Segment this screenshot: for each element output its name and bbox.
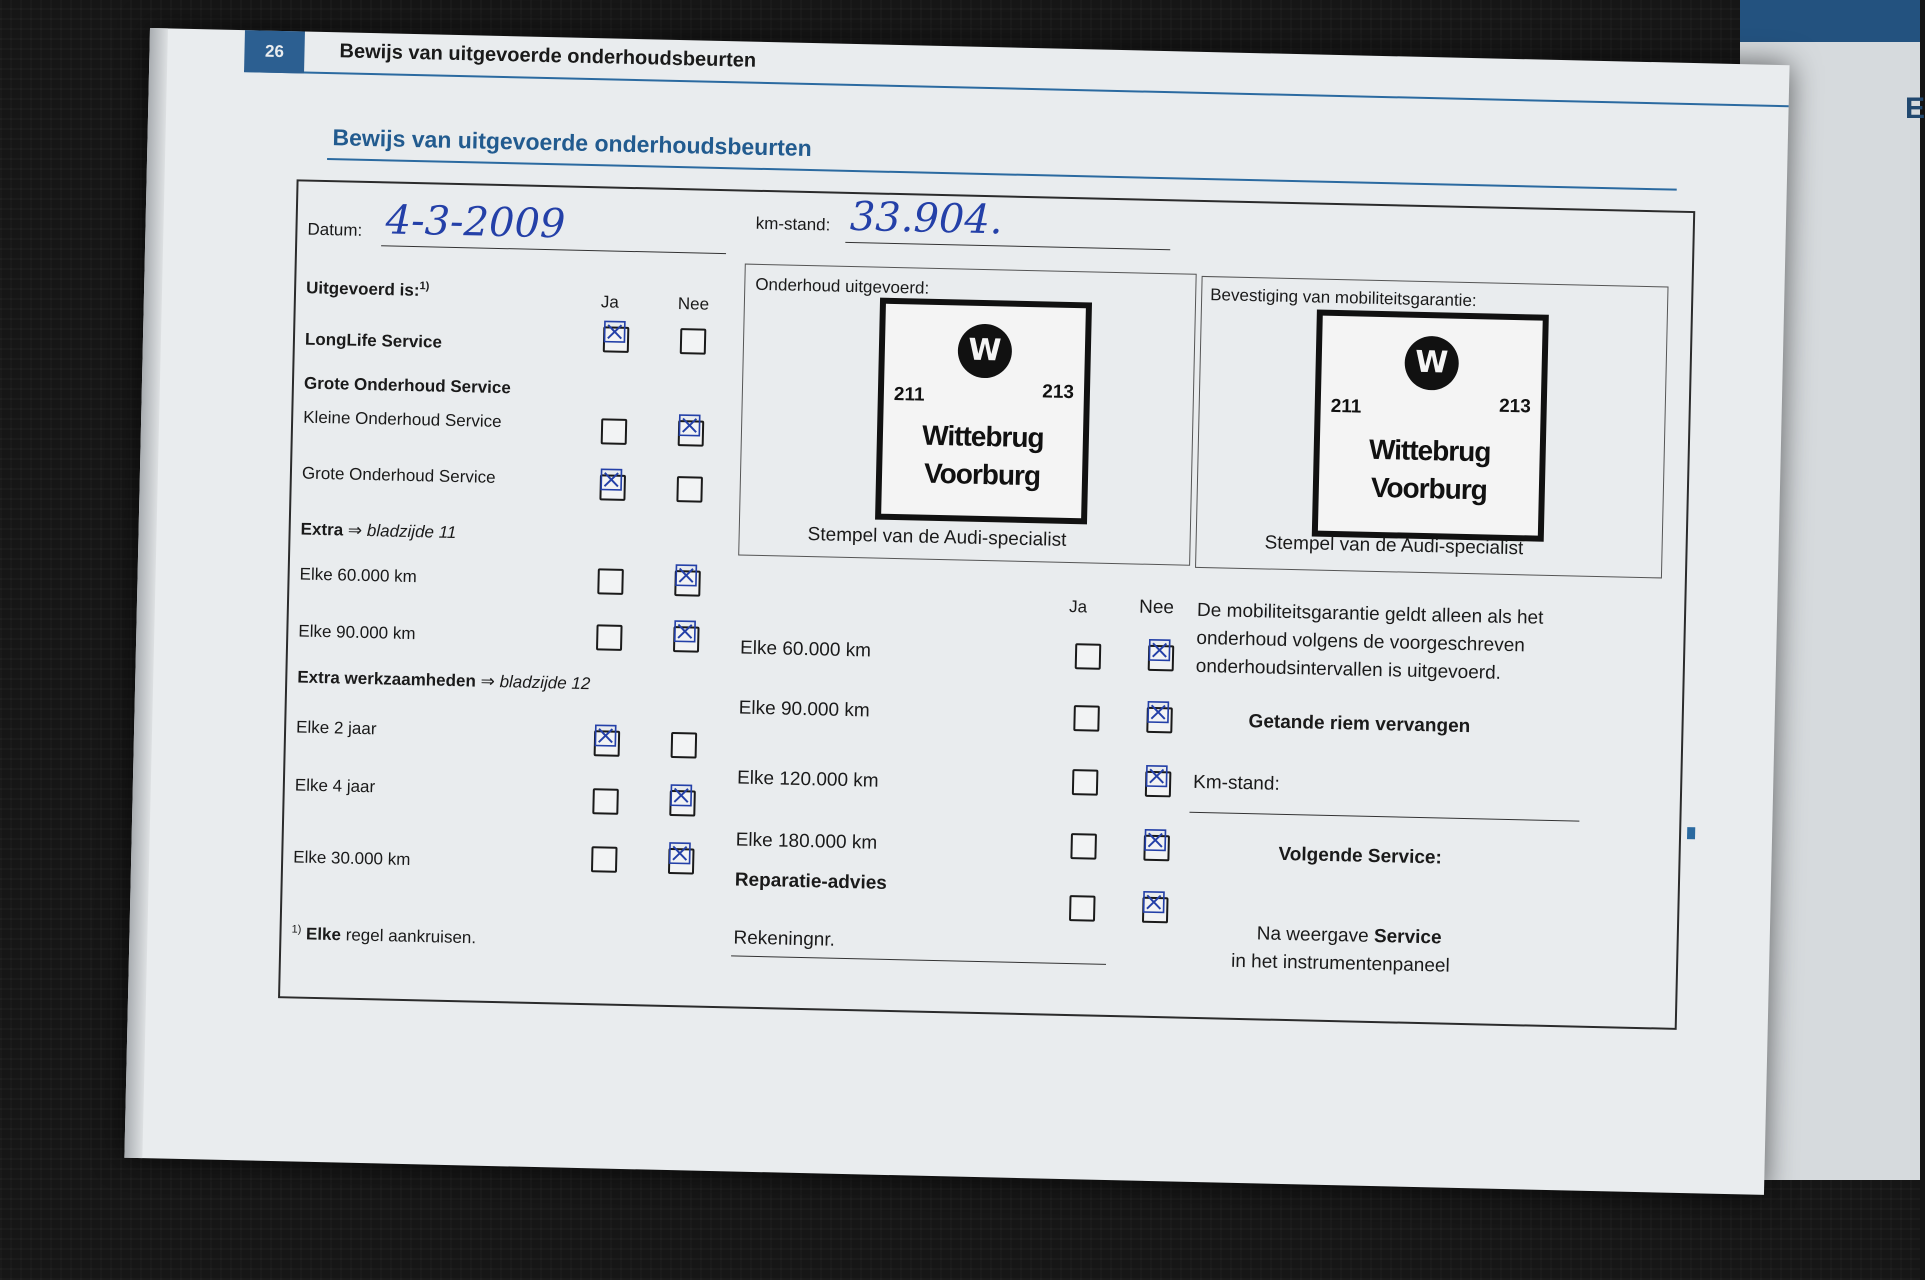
mobiliteit-label: Bevestiging van mobiliteitsgarantie: (1210, 285, 1477, 311)
rekening-underline (731, 955, 1106, 965)
page-number: 26 (244, 30, 305, 73)
row-heading: Extra ⇒ bladzijde 11 (300, 519, 457, 543)
checkbox-ja[interactable]: ☒ (594, 730, 621, 757)
row-label: Elke 180.000 km (735, 829, 878, 854)
stamp-name-1: Wittebrug (1368, 433, 1491, 468)
row-label: Elke 60.000 km (739, 637, 872, 662)
riem-km-underline (1189, 812, 1579, 822)
mobiliteit-text-line: De mobiliteitsgarantie geldt alleen als het (1196, 599, 1544, 629)
onderhoud-box (738, 264, 1197, 566)
checkbox-ja[interactable] (1069, 895, 1096, 922)
checkbox-ja[interactable] (592, 788, 619, 815)
page-title: Bewijs van uitgevoerde onderhoudsbeurten (332, 124, 812, 162)
vw-logo-icon: W (957, 323, 1012, 378)
checkbox-nee[interactable]: ☒ (674, 570, 701, 597)
col-nee-left: Nee (677, 294, 710, 314)
stamp-number-left: 211 (893, 383, 925, 406)
riem-km-label: Km-stand: (1192, 771, 1280, 795)
next-page-header-bar (1740, 0, 1920, 42)
kmstand-value[interactable]: 33.904. (849, 193, 1004, 244)
row-label: Reparatie-advies (734, 869, 888, 894)
stamp-number-right: 213 (1498, 395, 1531, 418)
checkbox-nee[interactable]: ☒ (1142, 897, 1169, 924)
stamp-caption: Stempel van de Audi-specialist (1264, 532, 1524, 560)
datum-value[interactable]: 4-3-2009 (385, 197, 566, 248)
checkbox-ja[interactable] (1070, 833, 1097, 860)
row-heading: Grote Onderhoud Service (303, 373, 512, 398)
checkbox-ja[interactable] (601, 418, 628, 445)
na-weergave-line-2: in het instrumentenpaneel (1230, 950, 1450, 977)
mobiliteit-box (1195, 276, 1669, 579)
rekening-label: Rekeningnr. (733, 927, 836, 951)
row-label: Elke 4 jaar (294, 775, 376, 797)
col-ja-mid: Ja (1068, 597, 1088, 617)
stamp-name-1: Wittebrug (921, 419, 1044, 454)
onderhoud-label: Onderhoud uitgevoerd: (755, 274, 930, 298)
kmstand-underline (845, 242, 1170, 250)
checkbox-nee[interactable]: ☒ (1145, 771, 1172, 798)
stamp-name-2: Voorburg (923, 457, 1041, 492)
end-marker (1687, 827, 1695, 839)
checkbox-nee[interactable]: ☒ (668, 848, 695, 875)
stamp-caption: Stempel van de Audi-specialist (807, 524, 1067, 551)
checkbox-ja[interactable] (591, 846, 618, 873)
checkbox-ja[interactable] (1075, 643, 1102, 670)
checkbox-nee[interactable] (671, 732, 698, 759)
checkbox-nee[interactable]: ☒ (1146, 707, 1173, 734)
dealer-stamp (875, 298, 1092, 525)
service-record-form (278, 179, 1695, 1030)
datum-label: Datum: (307, 219, 363, 240)
na-weergave-line: Na weergave Service (1256, 923, 1442, 949)
col-ja-left: Ja (600, 292, 620, 312)
row-label: Elke 120.000 km (736, 767, 879, 792)
mobiliteit-text-line: onderhoud volgens de voorgeschreven (1196, 627, 1526, 657)
footnote: $^{1)}$ Elke regel aankruisen. (291, 923, 477, 948)
checkbox-ja[interactable] (597, 568, 624, 595)
running-title: Bewijs van uitgevoerde onderhoudsbeurten (339, 40, 757, 72)
checkbox-nee[interactable]: ☒ (1143, 835, 1170, 862)
row-label: Elke 90.000 km (298, 621, 416, 644)
row-label: Kleine Onderhoud Service (302, 407, 502, 432)
row-label: Elke 2 jaar (295, 717, 377, 739)
dealer-stamp (1312, 310, 1549, 542)
checkbox-ja[interactable]: ☒ (603, 326, 630, 353)
vw-logo-icon: W (1404, 336, 1459, 391)
checkbox-nee[interactable]: ☒ (1148, 645, 1175, 672)
next-page-letter: E (1905, 92, 1925, 125)
row-heading: Extra werkzaamheden ⇒ bladzijde 12 (297, 667, 591, 694)
checkbox-nee[interactable]: ☒ (678, 420, 705, 447)
checkbox-nee[interactable]: ☒ (673, 626, 700, 653)
row-label: LongLife Service (304, 329, 443, 352)
stamp-name-2: Voorburg (1370, 471, 1488, 506)
booklet-page (124, 28, 1789, 1195)
checkbox-nee[interactable] (676, 476, 703, 503)
checkbox-ja[interactable]: ☒ (599, 474, 626, 501)
riem-label: Getande riem vervangen (1248, 711, 1471, 738)
checkbox-ja[interactable] (1073, 705, 1100, 732)
kmstand-label: km-stand: (755, 213, 831, 235)
row-label: Grote Onderhoud Service (301, 463, 496, 487)
checkbox-ja[interactable] (596, 624, 623, 651)
mobiliteit-text-line: onderhoudsintervallen is uitgevoerd. (1195, 655, 1502, 684)
uitgevoerd-label: Uitgevoerd is:$^{1)}$ (305, 278, 430, 300)
row-label: Elke 60.000 km (299, 564, 418, 587)
stamp-number-left: 211 (1330, 395, 1362, 418)
checkbox-nee[interactable]: ☒ (669, 790, 696, 817)
row-label: Elke 90.000 km (738, 697, 870, 722)
checkbox-nee[interactable] (680, 328, 707, 355)
col-nee-mid: Nee (1138, 596, 1175, 619)
checkbox-ja[interactable] (1072, 769, 1099, 796)
row-label: Elke 30.000 km (293, 847, 411, 870)
stamp-number-right: 213 (1042, 381, 1075, 404)
volgende-label: Volgende Service: (1278, 843, 1443, 869)
